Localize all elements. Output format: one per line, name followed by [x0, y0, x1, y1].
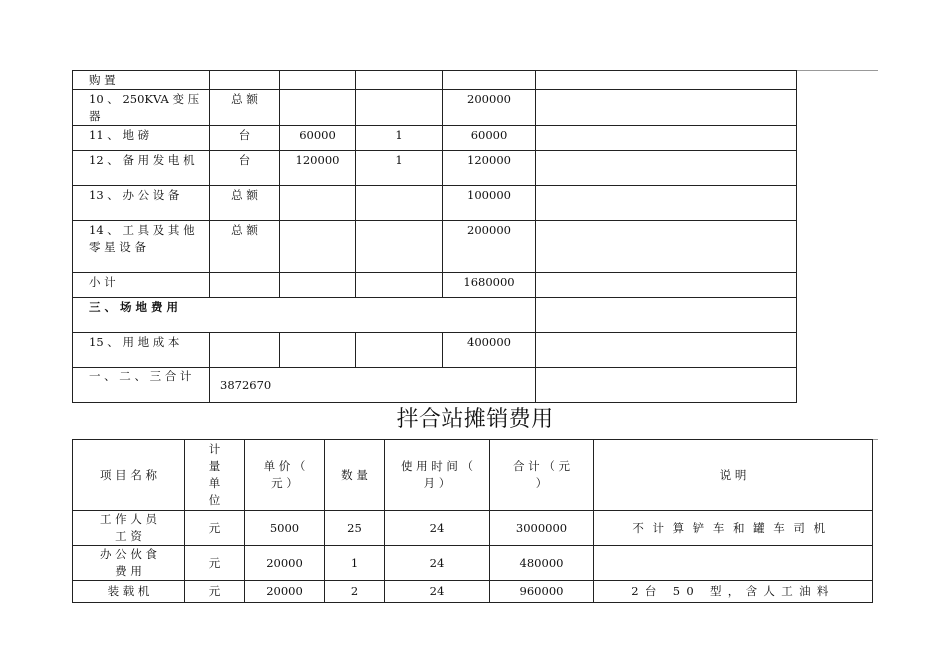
- qty-cell: 1: [325, 546, 385, 581]
- note-cell: 不计算铲车和罐车司机: [594, 511, 873, 546]
- item-cell: 12 、 备 用 发 电 机: [73, 151, 210, 186]
- price-cell: [280, 273, 356, 298]
- table-row: [73, 90, 797, 126]
- note-cell: [594, 546, 873, 581]
- header-qty: 数 量: [325, 440, 385, 511]
- price-cell: [280, 90, 356, 126]
- qty-cell: [356, 333, 443, 368]
- amortization-table: [72, 439, 873, 603]
- item-cell: 装 载 机: [73, 581, 185, 603]
- qty-cell: [356, 90, 443, 126]
- table-row: [73, 581, 873, 603]
- item-cell: 14 、 工 具 及 其 他 零 星 设 备: [73, 221, 210, 273]
- note-cell: [536, 333, 797, 368]
- unit-cell: 元: [185, 511, 245, 546]
- table-row: [73, 546, 873, 581]
- price-cell: 20000: [245, 546, 325, 581]
- table-row: [73, 333, 797, 368]
- note-cell: [536, 151, 797, 186]
- unit-cell: 台: [210, 126, 280, 151]
- unit-cell: 总 额: [210, 221, 280, 273]
- note-cell: [536, 273, 797, 298]
- item-cell: 工 作 人 员 工 资: [73, 511, 185, 546]
- unit-cell: [210, 71, 280, 90]
- table-row: [73, 273, 797, 298]
- header-note: 说 明: [594, 440, 873, 511]
- sum-row: [73, 368, 797, 403]
- header-time: 使 用 时 间 （ 月 ）: [385, 440, 490, 511]
- total-cell: 100000: [443, 186, 536, 221]
- table-row: [73, 71, 797, 90]
- header-row: [73, 440, 873, 511]
- qty-cell: [356, 221, 443, 273]
- unit-cell: [210, 333, 280, 368]
- sum-value: 3872670: [210, 368, 536, 403]
- note-cell: [536, 298, 797, 333]
- total-cell: 3000000: [490, 511, 594, 546]
- note-cell: [536, 71, 797, 90]
- top-rule: [796, 70, 878, 71]
- section-title: 拌合站摊销费用: [396, 407, 554, 432]
- total-cell: 200000: [443, 90, 536, 126]
- table-row: [73, 221, 797, 273]
- total-cell: 960000: [490, 581, 594, 603]
- price-cell: 5000: [245, 511, 325, 546]
- unit-cell: 台: [210, 151, 280, 186]
- price-cell: [280, 333, 356, 368]
- total-cell: 1680000: [443, 273, 536, 298]
- time-cell: 24: [385, 511, 490, 546]
- note-cell: [536, 186, 797, 221]
- item-cell: 办 公 伙 食 费 用: [73, 546, 185, 581]
- header-price: 单 价 （ 元 ）: [245, 440, 325, 511]
- item-cell: 11 、 地 磅: [73, 126, 210, 151]
- note-cell: [536, 221, 797, 273]
- table-row: [73, 151, 797, 186]
- note-cell: [536, 368, 797, 403]
- total-cell: 400000: [443, 333, 536, 368]
- note-cell: [536, 90, 797, 126]
- item-cell: 13 、 办 公 设 备: [73, 186, 210, 221]
- price-cell: [280, 186, 356, 221]
- equipment-cost-table: [72, 70, 797, 403]
- price-cell: [280, 221, 356, 273]
- header-item: 项 目 名 称: [73, 440, 185, 511]
- item-cell: 购 置: [73, 71, 210, 90]
- header-total: 合 计 （ 元 ）: [490, 440, 594, 511]
- unit-cell: 元: [185, 546, 245, 581]
- section-row: [73, 298, 797, 333]
- total-cell: [443, 71, 536, 90]
- price-cell: [280, 71, 356, 90]
- item-cell: 小 计: [73, 273, 210, 298]
- price-cell: 60000: [280, 126, 356, 151]
- unit-cell: 元: [185, 581, 245, 603]
- header-unit: 计 量 单 位: [185, 440, 245, 511]
- note-cell: [536, 126, 797, 151]
- item-cell: 15 、 用 地 成 本: [73, 333, 210, 368]
- table-row: [73, 511, 873, 546]
- item-cell: 一 、 二 、 三 合 计: [73, 368, 210, 403]
- qty-cell: 1: [356, 126, 443, 151]
- price-cell: 120000: [280, 151, 356, 186]
- table-row: [73, 126, 797, 151]
- time-cell: 24: [385, 546, 490, 581]
- unit-cell: 总 额: [210, 90, 280, 126]
- price-cell: 20000: [245, 581, 325, 603]
- total-cell: 200000: [443, 221, 536, 273]
- total-cell: 120000: [443, 151, 536, 186]
- item-cell: 10 、 250KVA 变 压 器: [73, 90, 210, 126]
- table-row: [73, 186, 797, 221]
- qty-cell: [356, 186, 443, 221]
- note-cell: 2台 50 型，含人工油料: [594, 581, 873, 603]
- unit-cell: 总 额: [210, 186, 280, 221]
- qty-cell: 1: [356, 151, 443, 186]
- time-cell: 24: [385, 581, 490, 603]
- unit-cell: [210, 273, 280, 298]
- total-cell: 480000: [490, 546, 594, 581]
- qty-cell: [356, 273, 443, 298]
- qty-cell: 25: [325, 511, 385, 546]
- qty-cell: [356, 71, 443, 90]
- qty-cell: 2: [325, 581, 385, 603]
- section-heading: 三 、 场 地 费 用: [73, 298, 536, 333]
- total-cell: 60000: [443, 126, 536, 151]
